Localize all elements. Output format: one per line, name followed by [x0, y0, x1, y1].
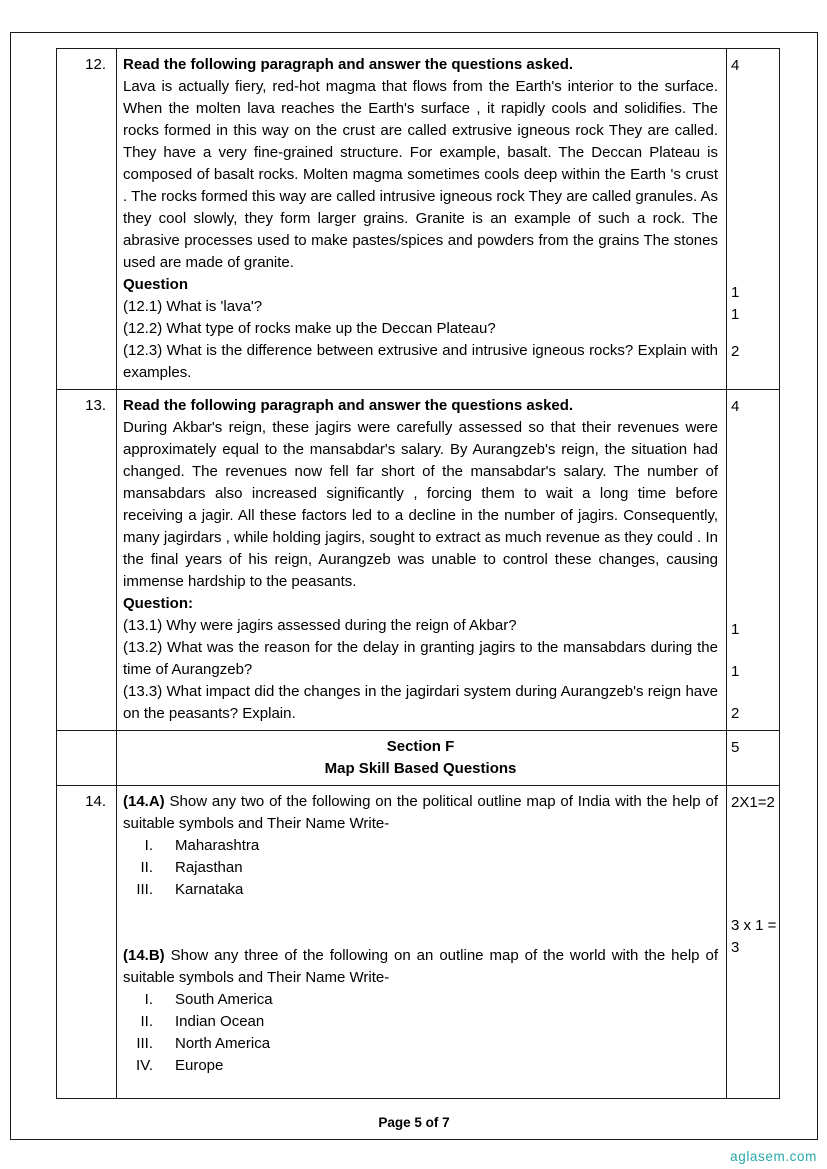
marks-cell-14 — [727, 786, 779, 1098]
section-title: Section F — [386, 738, 455, 755]
section-number-cell-empty — [57, 731, 117, 785]
sub-question-13-3: (13.3) What impact did the changes in the jagirdari system during Aurangzeb's reign have on the peasants? Explain. — [123, 683, 718, 722]
question-label: Question: — [123, 595, 193, 612]
question-number-13: 13. — [57, 390, 117, 730]
mark-value: 1 — [731, 306, 740, 323]
section-header-row — [57, 731, 779, 786]
question-table — [56, 48, 780, 1099]
list-numeral: III. — [136, 1035, 153, 1052]
list-text: Maharashtra — [175, 837, 260, 854]
sub-question-12-3: (12.3) What is the difference between extrusive and intrusive igneous rocks? Explain with examples. — [123, 342, 718, 381]
list-numeral: I. — [144, 991, 153, 1008]
question-row-12 — [57, 49, 779, 390]
question-content-12 — [117, 49, 727, 389]
list-item — [125, 1011, 718, 1033]
question-label: Question — [123, 276, 189, 293]
question-part-b — [123, 945, 718, 989]
mark-value: 5 — [731, 739, 740, 756]
list-numeral: II. — [140, 1013, 153, 1030]
list-text: Europe — [175, 1057, 224, 1074]
page-number-footer: Page 5 of 7 — [378, 1115, 450, 1130]
part-a-label: (14.A) — [123, 793, 165, 810]
mark-value: 2 — [731, 343, 740, 360]
question-heading: Read the following paragraph and answer the questions asked. — [123, 56, 574, 73]
question-content-13 — [117, 390, 727, 730]
sub-question-12-2: (12.2) What type of rocks make up the Deccan Plateau? — [123, 320, 496, 337]
marks-cell-section — [727, 731, 779, 785]
question-paragraph: During Akbar's reign, these jagirs were carefully assessed so that their revenues were approximately equal to the mansabdar's salary. By Aurangzeb's reign, the situation had changed. The revenues now fell far short of the mansabdar's salary. The number of mansabdars also increased significantly , forcing them to wait a long time before receiving a jagir. All these factors led to a decline in the number of jagirs. Consequently, many jagirdars , while holding jagirs, sought to extract as much revenue as they could . In the final years of his reign, Aurangzeb was unable to control these changes, causing immense hardship to the peasants. — [123, 419, 718, 590]
question-row-13 — [57, 390, 779, 731]
list-numeral: IV. — [136, 1057, 153, 1074]
part-b-list — [125, 989, 718, 1077]
mark-value: 4 — [731, 398, 740, 415]
mark-value: 1 — [731, 663, 740, 680]
spacer — [123, 901, 718, 945]
list-text: South America — [175, 991, 273, 1008]
question-paragraph: Lava is actually fiery, red-hot magma that flows from the Earth's interior to the surface. When the molten lava reaches the Earth's surface , it rapidly cools and solidifies. The rocks formed in this way on the crust are called extrusive igneous rock They are called. They have a very fine-grained structure. For example, basalt. The Deccan Plateau is composed of basalt rocks. Molten magma sometimes cools deep within the Earth 's crust . The rocks formed this way are called intrusive igneous rock They are called granules. As they cool slowly, they form larger grains. Granite is an example of such a rock. The abrasive processes used to make pastes/spices and powders from the grains The stones used are made of granite. — [123, 78, 718, 271]
section-subtitle: Map Skill Based Questions — [324, 760, 517, 777]
list-text: Indian Ocean — [175, 1013, 265, 1030]
sub-question-12-1: (12.1) What is 'lava'? — [123, 298, 263, 315]
part-a-list — [125, 835, 718, 901]
mark-value: 3 x 1 = — [731, 917, 777, 934]
mark-value: 1 — [731, 284, 740, 301]
question-part-a — [123, 791, 718, 835]
mark-value: 2 — [731, 705, 740, 722]
list-item — [125, 989, 718, 1011]
list-numeral: III. — [136, 881, 153, 898]
sub-question-13-1: (13.1) Why were jagirs assessed during the reign of Akbar? — [123, 617, 517, 634]
mark-value: 2X1=2 — [731, 794, 775, 811]
question-row-14 — [57, 786, 779, 1098]
list-item — [125, 857, 718, 879]
mark-value: 1 — [731, 621, 740, 638]
mark-value: 3 — [731, 939, 740, 956]
watermark-text: aglasem.com — [730, 1149, 817, 1164]
marks-cell-12 — [727, 49, 779, 389]
list-text: Rajasthan — [175, 859, 243, 876]
list-item — [125, 879, 718, 901]
part-a-text: Show any two of the following on the political outline map of India with the help of suitable symbols and Their Name Write- — [123, 793, 718, 832]
mark-value: 4 — [731, 57, 740, 74]
list-numeral: II. — [140, 859, 153, 876]
list-text: Karnataka — [175, 881, 244, 898]
question-content-14 — [117, 786, 727, 1098]
list-text: North America — [175, 1035, 271, 1052]
sub-question-13-2: (13.2) What was the reason for the delay in granting jagirs to the mansabdars during the time of Aurangzeb? — [123, 639, 718, 678]
list-item — [125, 1033, 718, 1055]
list-item — [125, 835, 718, 857]
list-numeral: I. — [144, 837, 153, 854]
question-number-14: 14. — [57, 786, 117, 1098]
list-item — [125, 1055, 718, 1077]
marks-cell-13 — [727, 390, 779, 730]
page-frame — [10, 32, 818, 1140]
question-heading: Read the following paragraph and answer the questions asked. — [123, 397, 574, 414]
part-b-text: Show any three of the following on an outline map of the world with the help of suitable symbols and Their Name Write- — [123, 947, 718, 986]
question-number-12: 12. — [57, 49, 117, 389]
part-b-label: (14.B) — [123, 947, 165, 964]
section-header-content — [117, 731, 727, 785]
